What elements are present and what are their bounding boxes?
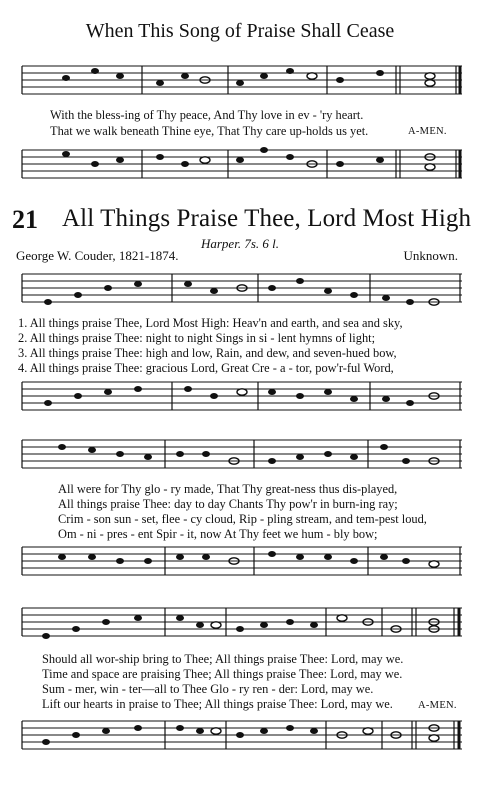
system-2-verse-4: Om - ni - pres - ent Spir - it, now At Thy feet we hum - bly bow; — [58, 527, 378, 541]
system-1-verse-1: 1. All things praise Thee, Lord Most High: Heav'n and earth, and sea and sky, — [18, 316, 403, 330]
hymn-number: 21 — [12, 205, 38, 234]
system-1-treble-staff — [0, 270, 480, 316]
system-3-treble-staff — [0, 604, 480, 650]
hymn-title: All Things Praise Thee, Lord Most High — [62, 205, 472, 232]
author-credit: Unknown. — [403, 248, 458, 263]
system-1-verse-3: 3. All things praise Thee: high and low, Rain, and dew, and seven-hued bow, — [18, 346, 397, 360]
composer-credit: George W. Couder, 1821-1874. — [16, 248, 179, 263]
system-3-verse-1: Should all wor-ship bring to Thee; All things praise Thee: Lord, may we. — [42, 652, 404, 666]
system-3-verse-3: Sum - mer, win - ter—all to Thee Glo - ry ren - der: Lord, may we. — [42, 682, 374, 696]
system-1-bass-staff — [0, 378, 480, 422]
top-amen: A-MEN. — [408, 126, 447, 137]
top-bass-staff — [0, 146, 480, 190]
hymn-amen: A-MEN. — [418, 700, 457, 711]
system-2-bass-staff — [0, 543, 480, 587]
top-lyric-line-2: That we walk beneath Thine eye, That Thy care up-holds us yet. — [50, 124, 369, 138]
system-2-verse-2: All things praise Thee: day to day Chants Thy pow'r in burn-ing ray; — [58, 497, 398, 511]
system-3-verse-2: Time and space are praising Thee; All things praise Thee: Lord, may we. — [42, 667, 403, 681]
system-2-treble-staff — [0, 436, 480, 482]
system-2-verse-3: Crim - son sun - set, flee - cy cloud, Rip - pling stream, and tem-pest loud, — [58, 512, 427, 526]
system-2-verse-1: All were for Thy glo - ry made, That Thy great-ness thus dis-played, — [58, 482, 398, 496]
system-3-verse-4: Lift our hearts in praise to Thee; All things praise Thee: Lord, may we. — [42, 697, 393, 711]
system-3-bass-staff — [0, 717, 480, 763]
top-treble-staff — [0, 62, 480, 110]
top-lyric-line-1: With the bless-ing of Thy peace, And Thy love in ev - 'ry heart. — [50, 108, 364, 122]
top-hymn-title: When This Song of Praise Shall Cease — [85, 20, 395, 42]
system-1-verse-2: 2. All things praise Thee: night to night Sings in si - lent hymns of light; — [18, 331, 376, 345]
system-1-verse-4: 4. All things praise Thee: gracious Lord, Great Cre - a - tor, pow'r-ful Word, — [18, 361, 394, 375]
tune-meter: Harper. 7s. 6 l. — [200, 236, 279, 251]
